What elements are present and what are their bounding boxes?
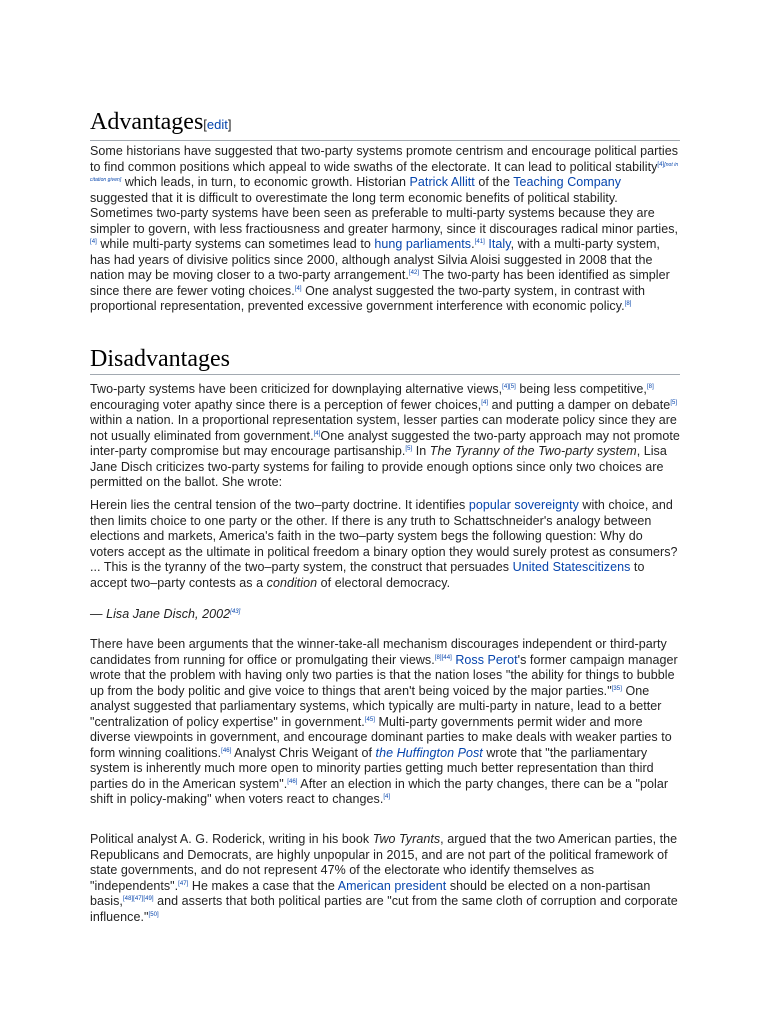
- citation-ref[interactable]: [8][44]: [434, 654, 452, 661]
- paragraph-advantages: Some historians have suggested that two-party systems promote centrism and encourage political parties to find common positions which appeal to wide swaths of the electorate. It can lead to political stability[4][not in citation given] which leads, in turn, to economic growth. Historian Patrick Allitt of the Teaching Company suggested that it is difficult to overestimate the long term economic benefits of political stability. Sometimes two-party systems have been seen as preferable to multi-party systems because they are simpler to govern, with less fractiousness and greater harmony, since it discourages radical minor parties,[4] while multi-party systems can sometimes lead to hung parliaments.[41] Italy, with a multi-party system, has had years of divisive politics since 2000, although analyst Silvia Aloisi suggested in 2008 that the nation may be moving closer to a two-party arrangement.[42] The two-party has been identified as simpler since there are fewer voting choices.[4] One analyst suggested the two-party system, in contrast with proportional representation, prevented excessive government interference with economic policy.[8]: [90, 144, 679, 313]
- citation-ref[interactable]: [45]: [364, 716, 375, 723]
- link-huffington-post[interactable]: the Huffington Post: [375, 745, 483, 760]
- link-united-states-citizens[interactable]: United Statescitizens: [512, 560, 631, 574]
- citation-ref[interactable]: [43]: [230, 609, 241, 615]
- citation-ref[interactable]: [50]: [148, 911, 159, 918]
- section-heading-disadvantages: Disadvantages: [90, 345, 680, 375]
- paragraph-roderick: Political analyst A. G. Roderick, writing in his book Two Tyrants, argued that the two American parties, the Republicans and Democrats, are highly unpopular in 2015, and are not part of the political framework of state governments, and do not represent 47% of the electorate who identify themselves as "independents".[47] He makes a case that the American president should be elected on a non-partisan basis,[48][47][49] and asserts that both political parties are "cut from the same cloth of corruption and corporate influence."[50]: [90, 832, 678, 924]
- citation-ref[interactable]: [5]: [670, 399, 678, 406]
- citation-ref[interactable]: [8]: [624, 301, 632, 307]
- citation-ref[interactable]: [5]: [405, 446, 413, 452]
- citation-ref[interactable]: [4]: [294, 285, 302, 292]
- link-teaching-company[interactable]: Teaching Company: [513, 175, 622, 189]
- book-title: Two Tyrants: [372, 832, 441, 846]
- section-advantages: [90, 108, 680, 141]
- citation-ref[interactable]: [41]: [474, 239, 485, 245]
- edit-link[interactable]: edit: [206, 117, 228, 132]
- paragraph-disadvantages-intro: Two-party systems have been criticized for downplaying alternative views,[4][5] being less competitive,[8] encouraging voter apathy since there is a perception of fewer choices,[4] and putting a damper on debate[5] within a nation. In a proportional representation system, lesser parties can moderate policy since they are not usually eliminated from government.[4]One analyst suggested the two-party approach may not promote inter-party compromise but may encourage partisanship.[5] In The Tyranny of the Two-party system, Lisa Jane Disch criticizes two-party systems for failing to provide enough options since only two choices are permitted on the ballot. She wrote:: [90, 382, 680, 489]
- citation-ref[interactable]: [4]: [383, 794, 391, 800]
- link-popular-sovereignty[interactable]: popular sovereignty: [468, 498, 579, 512]
- citation-ref[interactable]: [46]: [221, 747, 232, 754]
- citation-ref[interactable]: [4]: [90, 239, 97, 245]
- citation-ref[interactable]: [42]: [408, 270, 420, 276]
- link-patrick-allitt[interactable]: Patrick Allitt: [409, 175, 475, 189]
- link-american-president[interactable]: American president: [337, 878, 447, 893]
- link-italy[interactable]: Italy: [488, 237, 511, 251]
- section-heading-advantages: Advantages[edit]: [90, 108, 680, 141]
- citation-ref[interactable]: [4][5]: [502, 384, 516, 390]
- link-hung-parliaments[interactable]: hung parliaments: [374, 237, 472, 251]
- block-quote: Herein lies the central tension of the two–party doctrine. It identifies popular sovereignty with choice, and then limits choice to one party or the other. If there is any truth to Schattschneider's analogy between elections and markets, America's faith in the two–party system begs the following question: Why do voters accept as the ultimate in political freedom a binary option they would surely protest as consumers? ... This is the tyranny of the two–party system, the construct that persuades United Statescitizens to accept two–party contests as a condition of electoral democracy.: [90, 498, 678, 590]
- citation-ref[interactable]: [4]: [481, 399, 489, 406]
- citation-ref[interactable]: [8]: [646, 384, 654, 390]
- section-disadvantages: [90, 345, 680, 375]
- citation-ref[interactable]: [4]: [313, 430, 321, 437]
- citation-ref[interactable]: [35]: [611, 685, 622, 692]
- citation-ref[interactable]: [47]: [178, 880, 189, 887]
- edit-section-link: [edit]: [203, 117, 232, 132]
- citation-ref[interactable]: [48][47][49]: [122, 896, 154, 902]
- link-ross-perot[interactable]: Ross Perot: [455, 652, 518, 667]
- citation-ref[interactable]: [46]: [287, 778, 298, 785]
- citation-ref[interactable]: [4]: [657, 161, 665, 168]
- paragraph-arguments: There have been arguments that the winner-take-all mechanism discourages independent or third-party candidates from running for office or promulgating their views.[8][44] Ross Perot's former campaign manager wrote that the problem with having only two parties is that the nation loses "the ability for things to bubble up from the body politic and give voice to things that aren't being voiced by the major parties."[35] One analyst suggested that parliamentary systems, which typically are multi-party in nature, lead to a better "centralization of policy expertise" in government.[45] Multi-party governments permit wider and more diverse viewpoints in government, and encourage dominant parties to make deals with weaker parties to form winning coalitions.[46] Analyst Chris Weigant of the Huffington Post wrote that "the parliamentary system is inherently much more open to minority parties getting much better representation than third parties do in the American system".[46] After an election in which the party changes, there can be a "polar shift in policy-making" when voters react to changes.[4]: [90, 637, 678, 806]
- book-title: The Tyranny of the Two-party system: [429, 444, 637, 458]
- citation-note[interactable]: [not in citation given]: [90, 161, 679, 183]
- quote-attribution: — Lisa Jane Disch, 2002[43]: [90, 607, 241, 621]
